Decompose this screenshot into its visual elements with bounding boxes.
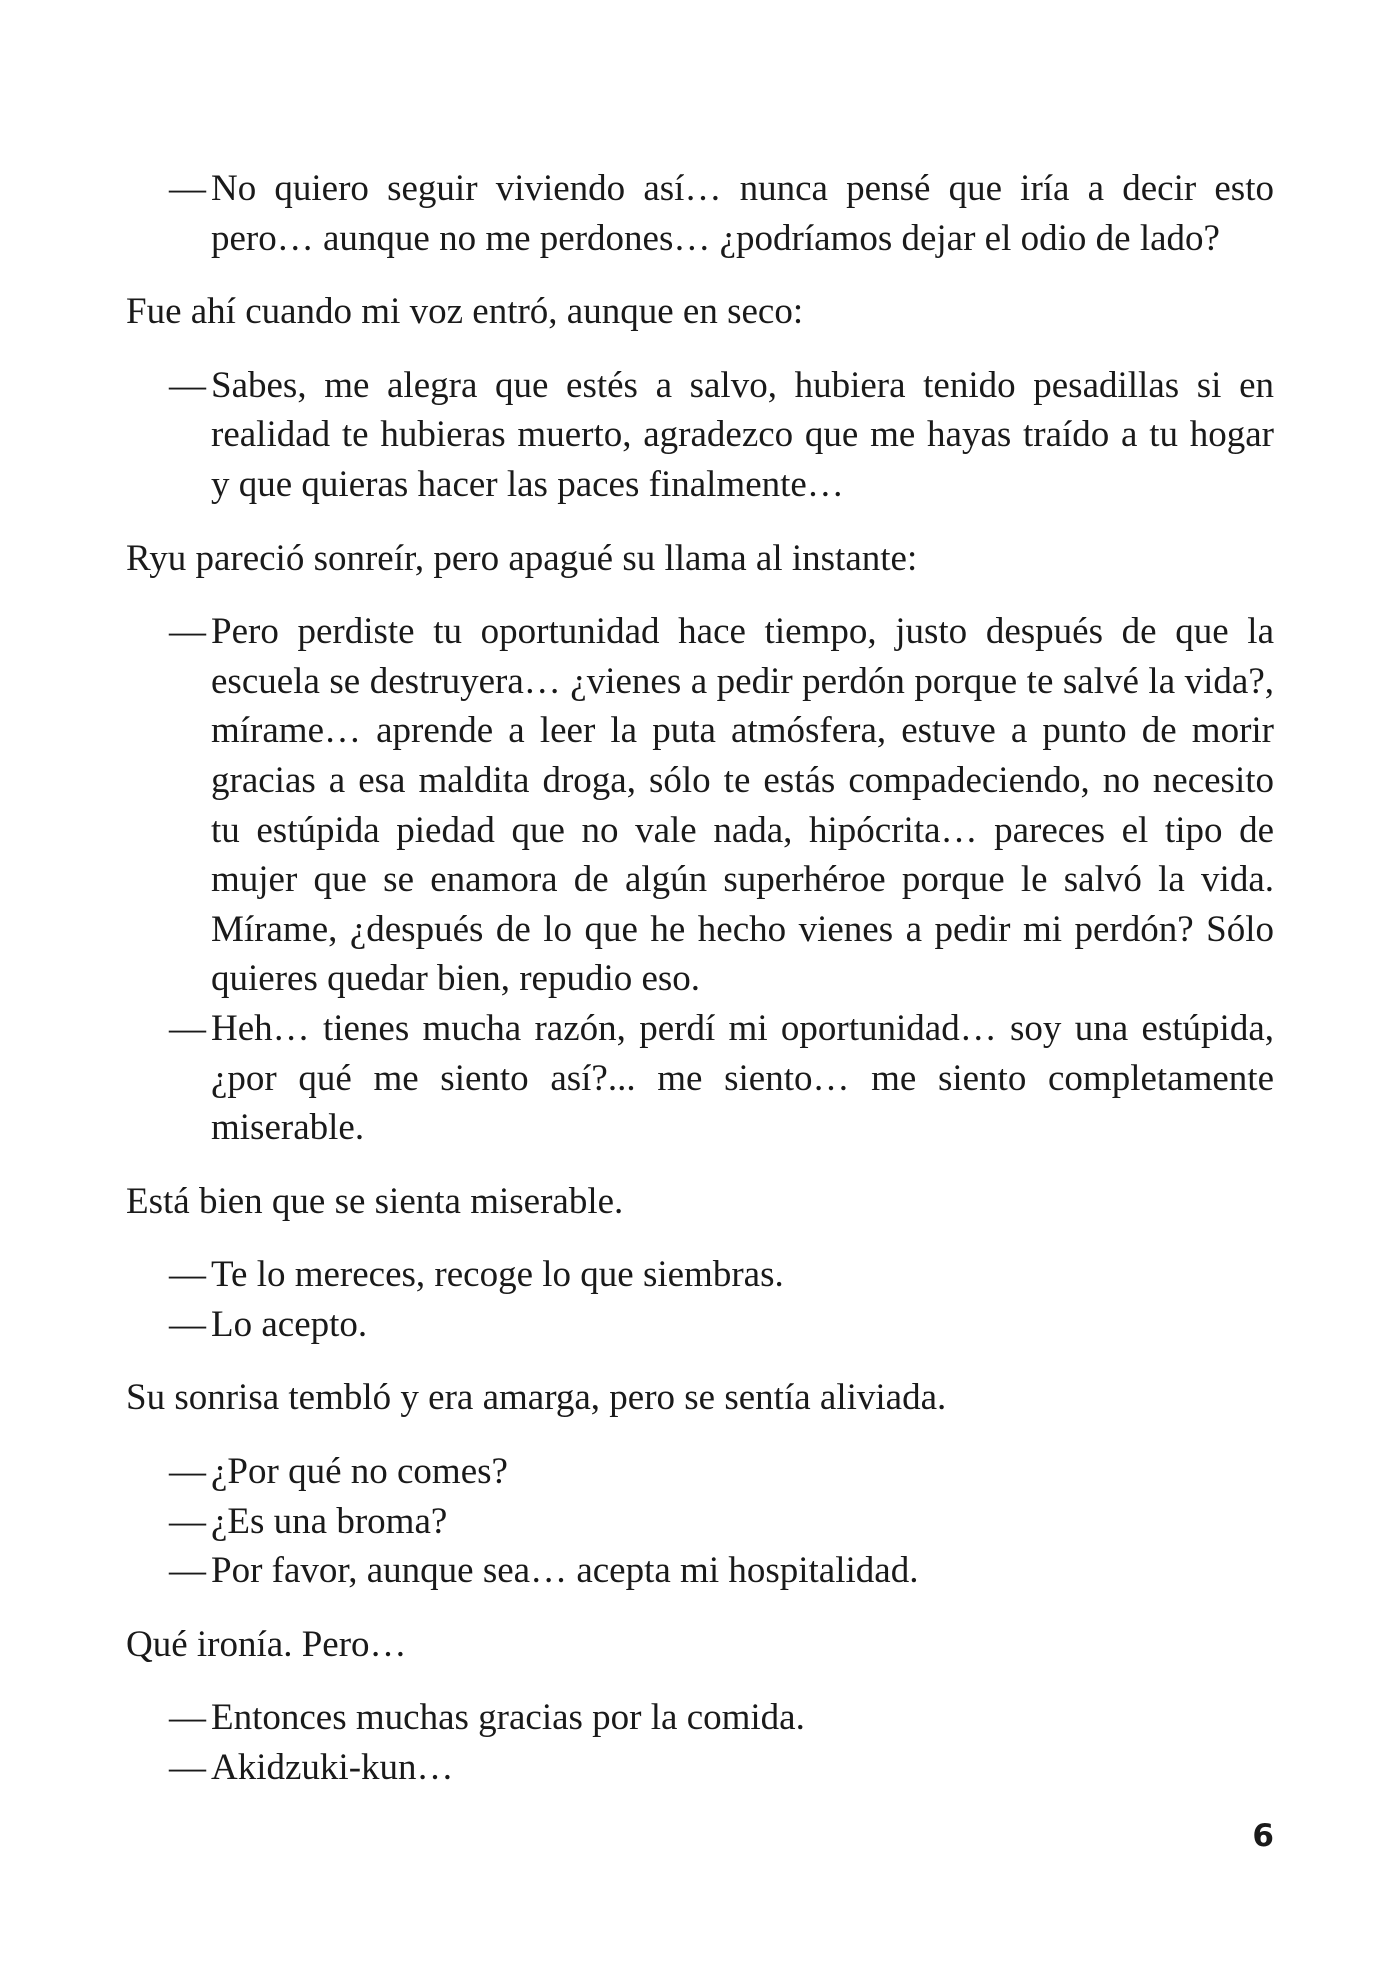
dialogue-group-1 xyxy=(126,164,1274,263)
dialogue-text: Por favor, aunque sea… acepta mi hospitalidad. xyxy=(211,1550,919,1592)
dialogue-line xyxy=(126,1250,1274,1300)
dialogue-line xyxy=(126,1497,1274,1547)
em-dash: — xyxy=(169,1500,206,1542)
dialogue-text: Entonces muchas gracias por la comida. xyxy=(211,1697,805,1739)
em-dash: — xyxy=(169,364,206,406)
narration-paragraph: Qué ironía. Pero… xyxy=(126,1623,407,1665)
narration-paragraph: Fue ahí cuando mi voz entró, aunque en seco: xyxy=(126,291,804,333)
dialogue-line xyxy=(126,607,1274,1004)
em-dash: — xyxy=(169,611,206,653)
em-dash: — xyxy=(169,1451,206,1493)
dialogue-text: Akidzuki-kun… xyxy=(211,1747,454,1789)
dialogue-line xyxy=(126,361,1274,510)
page-number: 6 xyxy=(1252,1818,1274,1854)
em-dash: — xyxy=(169,1550,206,1592)
dialogue-line xyxy=(126,164,1274,263)
dialogue-text: ¿Por qué no comes? xyxy=(211,1451,508,1493)
dialogue-line xyxy=(126,1743,1274,1793)
dialogue-group-5 xyxy=(126,1447,1274,1596)
dialogue-text: No quiero seguir viviendo así… nunca pensé que iría a decir esto pero… aunque no me perdones… ¿podríamos dejar el odio de lado? xyxy=(211,168,1274,259)
dialogue-text: ¿Es una broma? xyxy=(211,1500,448,1542)
dialogue-text: Heh… tienes mucha razón, perdí mi oportunidad… soy una estúpida, ¿por qué me siento así?... me siento… me siento completamente miserable. xyxy=(211,1007,1274,1149)
dialogue-line xyxy=(126,1004,1274,1153)
narration-paragraph: Ryu pareció sonreír, pero apagué su llama al instante: xyxy=(126,537,918,579)
dialogue-line xyxy=(126,1546,1274,1596)
dialogue-group-6 xyxy=(126,1693,1274,1792)
dialogue-line xyxy=(126,1693,1274,1743)
em-dash: — xyxy=(169,1254,206,1296)
em-dash: — xyxy=(169,1007,206,1049)
dialogue-line xyxy=(126,1447,1274,1497)
narration-paragraph: Está bien que se sienta miserable. xyxy=(126,1180,624,1222)
em-dash: — xyxy=(169,1747,206,1789)
dialogue-text: Pero perdiste tu oportunidad hace tiempo, justo después de que la escuela se destruyera… ¿vienes a pedir perdón porque te salvé la vida?, mírame… aprende a leer la puta atmósfera, estuve a punto de morir gracias a esa maldita droga, sólo te estás compadeciendo, no necesito tu estúpida piedad que no vale nada, hipócrita… pareces el tipo de mujer que se enamora de algún superhéroe porque le salvó la vida. Mírame, ¿después de lo que he hecho vienes a pedir mi perdón? Sólo quieres quedar bien, repudio eso. xyxy=(211,611,1274,1000)
dialogue-text: Te lo mereces, recoge lo que siembras. xyxy=(211,1254,784,1296)
em-dash: — xyxy=(169,1303,206,1345)
narration-paragraph: Su sonrisa tembló y era amarga, pero se sentía aliviada. xyxy=(126,1377,947,1419)
em-dash: — xyxy=(169,1697,206,1739)
dialogue-line xyxy=(126,1300,1274,1350)
em-dash: — xyxy=(169,168,206,209)
dialogue-text: Lo acepto. xyxy=(211,1303,368,1345)
dialogue-group-3 xyxy=(126,607,1274,1153)
dialogue-text: Sabes, me alegra que estés a salvo, hubiera tenido pesadillas si en realidad te hubieras muerto, agradezco que me hayas traído a tu hogar y que quieras hacer las paces finalmente… xyxy=(211,364,1274,505)
dialogue-group-4 xyxy=(126,1250,1274,1349)
page-text-body xyxy=(126,164,1274,1817)
dialogue-group-2 xyxy=(126,361,1274,510)
